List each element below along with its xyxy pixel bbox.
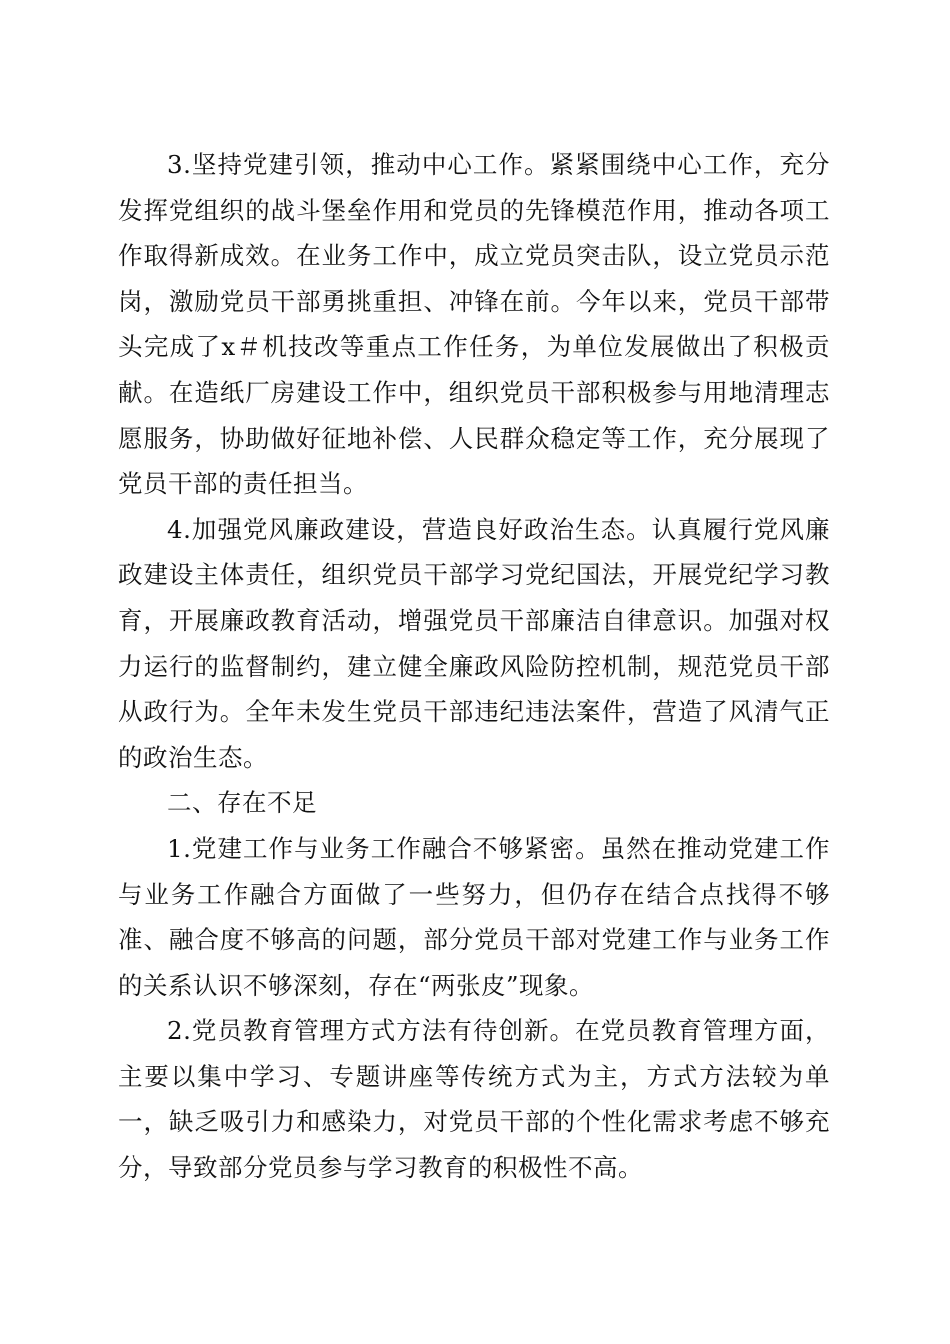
paragraph-party-leadership: 3.坚持党建引领，推动中心工作。紧紧围绕中心工作，充分发挥党组织的战斗堡垒作用和党员的先锋模范作用，推动各项工作取得新成效。在业务工作中，成立党员突击队，设立党员示范岗，激励党员干部勇挑重担、冲锋在前。今年以来，党员干部带头完成了x＃机技改等重点工作任务，为单位发展做出了积极贡献。在造纸厂房建设工作中，组织党员干部积极参与用地清理志愿服务，协助做好征地补偿、人民群众稳定等工作，充分展现了党员干部的责任担当。 — [118, 150, 830, 499]
section-heading-shortcomings: 二、存在不足 — [167, 788, 317, 818]
document-body — [118, 142, 830, 1191]
paragraph-integrity-building: 4.加强党风廉政建设，营造良好政治生态。认真履行党风廉政建设主体责任，组织党员干部学习党纪国法，开展党纪学习教育，开展廉政教育活动，增强党员干部廉洁自律意识。加强对权力运行的监督制约，建立健全廉政风险防控机制，规范党员干部从政行为。全年未发生党员干部违纪违法案件，营造了风清气正的政治生态。 — [118, 514, 830, 772]
paragraph-education-method-issue: 2.党员教育管理方式方法有待创新。在党员教育管理方面，主要以集中学习、专题讲座等传统方式为主，方式方法较为单一，缺乏吸引力和感染力，对党员干部的个性化需求考虑不够充分，导致部分党员参与学习教育的积极性不高。 — [118, 1016, 830, 1183]
paragraph-integration-issue: 1.党建工作与业务工作融合不够紧密。虽然在推动党建工作与业务工作融合方面做了一些努力，但仍存在结合点找得不够准、融合度不够高的问题，部分党员干部对党建工作与业务工作的关系认识不够深刻，存在“两张皮”现象。 — [118, 833, 830, 1000]
